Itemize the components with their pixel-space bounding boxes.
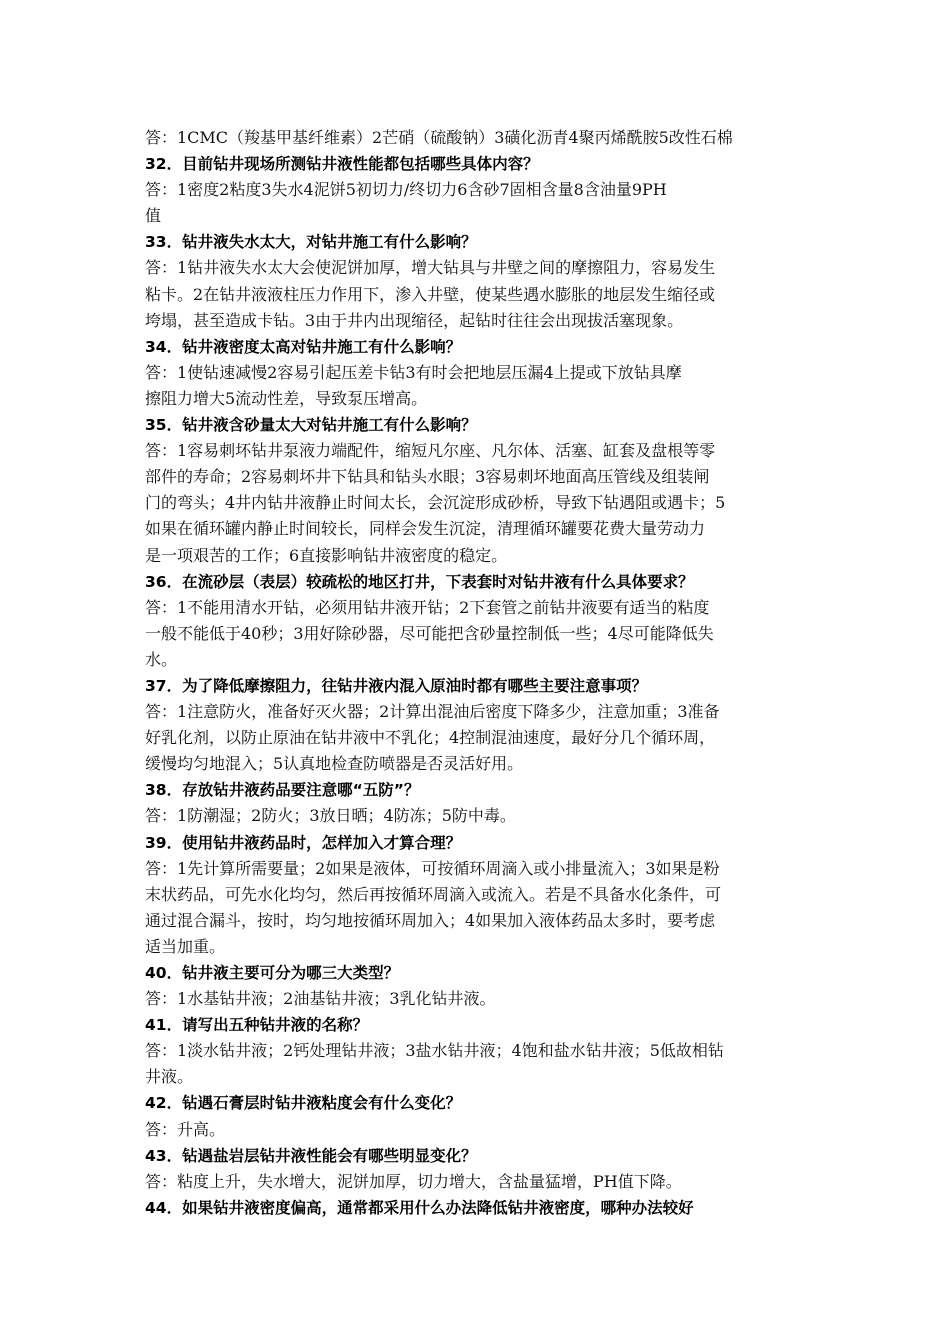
answer-line: 答：1容易刺坏钻井泵液力端配件，缩短凡尔座、凡尔体、活塞、缸套及盘根等零 bbox=[145, 441, 716, 461]
answer-line: 水。 bbox=[145, 649, 178, 669]
question-line: 44．如果钻井液密度偏高，通常都采用什么办法降低钻井液密度，哪种办法较好 bbox=[145, 1198, 694, 1217]
document-page bbox=[145, 125, 815, 1221]
answer-line: 值 bbox=[145, 206, 162, 226]
answer-line: 如果在循环罐内静止时间较长，同样会发生沉淀，清理循环罐要花费大量劳动力 bbox=[145, 519, 706, 539]
answer-line: 答：1钻井液失水太大会使泥饼加厚，增大钻具与井壁之间的摩擦阻力，容易发生 bbox=[145, 258, 716, 278]
question-line: 43．钻遇盐岩层钻井液性能会有哪些明显变化？ bbox=[145, 1146, 477, 1165]
question-line: 40．钻井液主要可分为哪三大类型？ bbox=[145, 964, 400, 982]
answer-line: 答：1先计算所需要量；2如果是液体，可按循环周滴入或小排量流入；3如果是粉 bbox=[145, 858, 720, 878]
answer-line: 答：1密度2粘度3失水4泥饼5初切力/终切力6含砂7固相含量8含油量9PH bbox=[145, 180, 667, 200]
answer-line: 粘卡。2在钻井液液柱压力作用下，渗入井壁，使某些遇水膨胀的地层发生缩径或 bbox=[145, 284, 716, 304]
answer-line: 答：1淡水钻井液；2钙处理钻井液；3盐水钻井液；4饱和盐水钻井液；5低故相钻 bbox=[145, 1041, 724, 1061]
answer-line: 答：1使钻速减慢2容易引起压差卡钻3有时会把地层压漏4上提或下放钻具摩 bbox=[145, 362, 682, 382]
question-line: 39．使用钻井液药品时，怎样加入才算合理？ bbox=[145, 833, 462, 852]
question-line: 36．在流砂层（表层）较疏松的地区打井，下表套时对钻井液有什么具体要求？ bbox=[145, 572, 694, 591]
question-line: 41．请写出五种钻井液的名称？ bbox=[145, 1016, 369, 1035]
question-line: 35．钻井液含砂量太大对钻井施工有什么影响？ bbox=[145, 416, 477, 435]
answer-line: 缓慢均匀地混入；5认真地检查防喷器是否灵活好用。 bbox=[145, 754, 524, 774]
question-line: 32．目前钻井现场所测钻井液性能都包括哪些具体内容？ bbox=[145, 155, 539, 174]
answer-line: 答：1CMC（羧基甲基纤维素）2芒硝（硫酸钠）3磺化沥青4聚丙烯酰胺5改性石棉 bbox=[145, 128, 733, 147]
question-line: 37．为了降低摩擦阻力，往钻井液内混入原油时都有哪些主要注意事项？ bbox=[145, 676, 648, 695]
question-line: 38．存放钻井液药品要注意哪“五防”？ bbox=[145, 781, 420, 800]
answer-line: 是一项艰苦的工作；6直接影响钻井液密度的稳定。 bbox=[145, 545, 508, 565]
answer-line: 一般不能低于40秒；3用好除砂器，尽可能把含砂量控制低一些；4尽可能降低失 bbox=[145, 623, 714, 643]
answer-line: 适当加重。 bbox=[145, 936, 226, 956]
answer-line: 井液。 bbox=[145, 1067, 194, 1087]
answer-line: 答：粘度上升，失水增大，泥饼加厚，切力增大，含盐量猛增，PH值下降。 bbox=[145, 1171, 682, 1191]
question-line: 34．钻井液密度太高对钻井施工有什么影响？ bbox=[145, 337, 462, 356]
answer-line: 答：升高。 bbox=[145, 1119, 226, 1139]
answer-line: 答：1防潮湿；2防火；3放日晒；4防冻；5防中毒。 bbox=[145, 806, 516, 826]
answer-line: 答：1注意防火，准备好灭火器；2计算出混油后密度下降多少，注意加重；3准备 bbox=[145, 702, 720, 722]
answer-line: 门的弯头；4井内钻井液静止时间太长，会沉淀形成砂桥，导致下钻遇阻或遇卡；5 bbox=[145, 493, 726, 513]
answer-line: 部件的寿命；2容易刺坏井下钻具和钻头水眼；3容易刺坏地面高压管线及组装闸 bbox=[145, 467, 710, 487]
answer-line: 答：1不能用清水开钻，必须用钻井液开钻；2下套管之前钻井液要有适当的粘度 bbox=[145, 597, 710, 617]
answer-line: 好乳化剂，以防止原油在钻井液中不乳化；4控制混油速度，最好分几个循环周， bbox=[145, 728, 716, 748]
answer-line: 通过混合漏斗，按时，均匀地按循环周加入；4如果加入液体药品太多时，要考虑 bbox=[145, 910, 716, 930]
answer-line: 擦阻力增大5流动性差，导致泵压增高。 bbox=[145, 388, 428, 408]
question-line: 42．钻遇石膏层时钻井液粘度会有什么变化？ bbox=[145, 1094, 462, 1113]
answer-line: 答：1水基钻井液；2油基钻井液；3乳化钻井液。 bbox=[145, 989, 496, 1009]
question-line: 33．钻井液失水太大，对钻井施工有什么影响？ bbox=[145, 233, 477, 252]
answer-line: 末状药品，可先水化均匀，然后再按循环周滴入或流入。若是不具备水化条件，可 bbox=[145, 884, 722, 904]
answer-line: 垮塌，甚至造成卡钻。3由于井内出现缩径，起钻时往往会出现拔活塞现象。 bbox=[145, 310, 684, 330]
